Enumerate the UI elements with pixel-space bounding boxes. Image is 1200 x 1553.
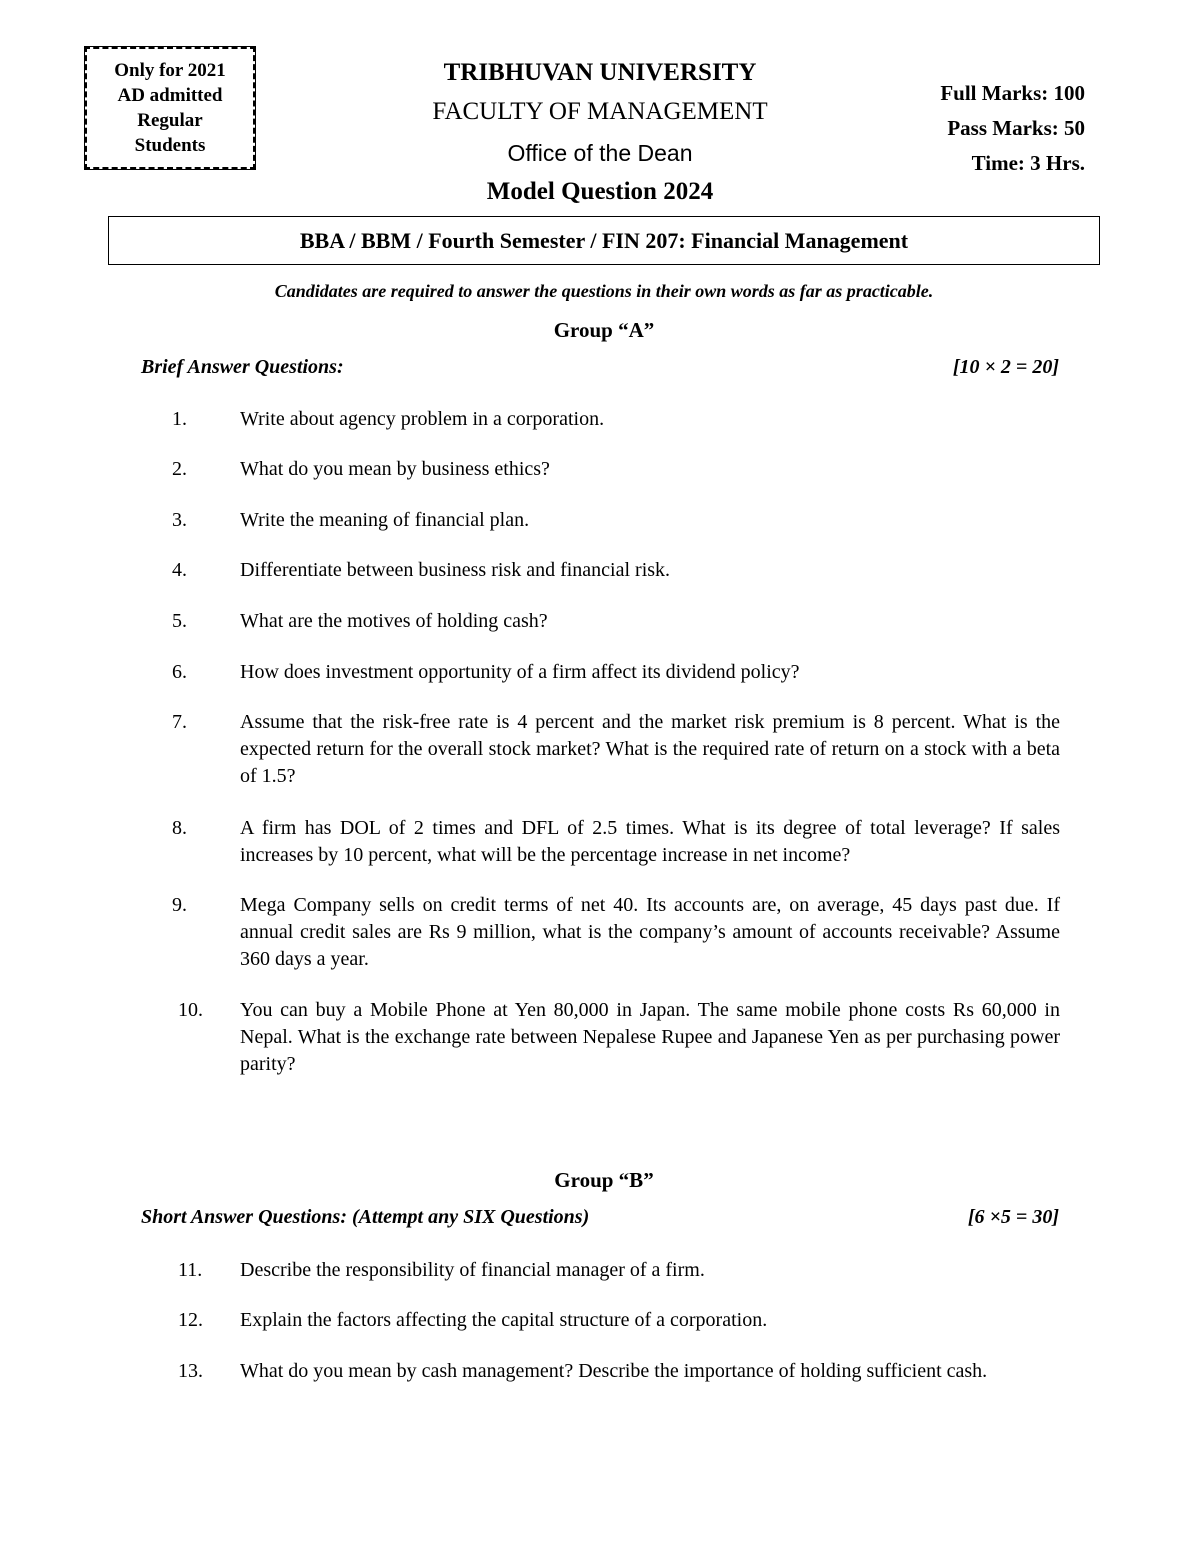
question-item — [150, 1358, 1060, 1385]
question-number: 11. — [178, 1259, 203, 1281]
question-item — [150, 1257, 1060, 1284]
group-b-section — [141, 1206, 1059, 1229]
question-item — [150, 608, 1060, 635]
question-text: Mega Company sells on credit terms of net 40. Its accounts are, on average, 45 days past due. If annual credit sales are Rs 9 million, what is the company’s amount of accounts receivable? Assume 360 days a year. — [240, 894, 1060, 970]
marks-info — [940, 76, 1085, 181]
question-item — [150, 997, 1060, 1078]
question-text: Write the meaning of financial plan. — [240, 509, 530, 531]
group-a-title: Group “A” — [553, 318, 655, 342]
question-number: 5. — [172, 610, 187, 632]
question-number: 8. — [172, 817, 187, 839]
group-b-section-label: Short Answer Questions: (Attempt any SIX Questions) — [141, 1206, 590, 1228]
question-text: Differentiate between business risk and financial risk. — [240, 559, 671, 581]
exam-title: Model Question 2024 — [486, 178, 714, 205]
question-text: Explain the factors affecting the capital structure of a corporation. — [240, 1309, 768, 1331]
question-number: 13. — [178, 1360, 203, 1382]
question-number: 9. — [172, 894, 187, 916]
full-marks: Full Marks: 100 — [940, 81, 1085, 105]
office-name: Office of the Dean — [507, 140, 693, 166]
question-item — [150, 892, 1060, 973]
question-item — [150, 456, 1060, 483]
university-header — [300, 56, 900, 210]
exam-time: Time: 3 Hrs. — [971, 151, 1085, 175]
group-a-section — [141, 356, 1059, 379]
group-b-marks: [6 ×5 = 30] — [967, 1206, 1059, 1228]
question-text: What are the motives of holding cash? — [240, 610, 548, 632]
question-item — [150, 557, 1060, 584]
question-number: 4. — [172, 559, 187, 581]
question-number: 6. — [172, 661, 187, 683]
question-text: How does investment opportunity of a firm affect its dividend policy? — [240, 661, 800, 683]
group-a-marks: [10 × 2 = 20] — [952, 356, 1059, 378]
eligibility-line: Regular — [137, 110, 203, 131]
question-number: 10. — [178, 999, 203, 1021]
pass-marks: Pass Marks: 50 — [947, 116, 1085, 140]
course-title: BBA / BBM / Fourth Semester / FIN 207: Financial Management — [108, 216, 1100, 265]
group-a-section-label: Brief Answer Questions: — [141, 356, 344, 378]
question-number: 7. — [172, 711, 187, 733]
question-text: What do you mean by business ethics? — [240, 458, 550, 480]
question-text: Assume that the risk-free rate is 4 percent and the market risk premium is 8 percent. What is the expected return for the overall stock market? What is the required rate of return on a stock with a beta of 1.5? — [240, 711, 1060, 787]
eligibility-line: Students — [134, 135, 206, 156]
question-item — [150, 406, 1060, 433]
question-item — [150, 1307, 1060, 1334]
question-number: 1. — [172, 408, 187, 430]
question-item — [150, 507, 1060, 534]
question-text: Describe the responsibility of financial manager of a firm. — [240, 1259, 705, 1281]
question-item — [150, 659, 1060, 686]
question-number: 12. — [178, 1309, 203, 1331]
question-item — [150, 815, 1060, 869]
question-text: Write about agency problem in a corporation. — [240, 408, 605, 430]
question-text: What do you mean by cash management? Describe the importance of holding sufficient cash. — [240, 1360, 988, 1382]
question-number: 3. — [172, 509, 187, 531]
university-name: TRIBHUVAN UNIVERSITY — [443, 59, 757, 86]
eligibility-line: AD admitted — [117, 85, 223, 106]
candidate-instruction: Candidates are required to answer the questions in their own words as far as practicable. — [274, 281, 934, 301]
group-b-title: Group “B” — [554, 1168, 654, 1192]
question-number: 2. — [172, 458, 187, 480]
eligibility-line: Only for 2021 — [114, 60, 226, 81]
question-text: A firm has DOL of 2 times and DFL of 2.5 times. What is its degree of total leverage? If sales increases by 10 percent, what will be the percentage increase in net income? — [240, 817, 1060, 866]
question-item — [150, 709, 1060, 790]
eligibility-box — [84, 46, 256, 170]
faculty-name: FACULTY OF MANAGEMENT — [432, 98, 768, 125]
question-text: You can buy a Mobile Phone at Yen 80,000 in Japan. The same mobile phone costs Rs 60,000 in Nepal. What is the exchange rate between Nepalese Rupee and Japanese Yen as per purchasing power parity? — [240, 999, 1060, 1075]
